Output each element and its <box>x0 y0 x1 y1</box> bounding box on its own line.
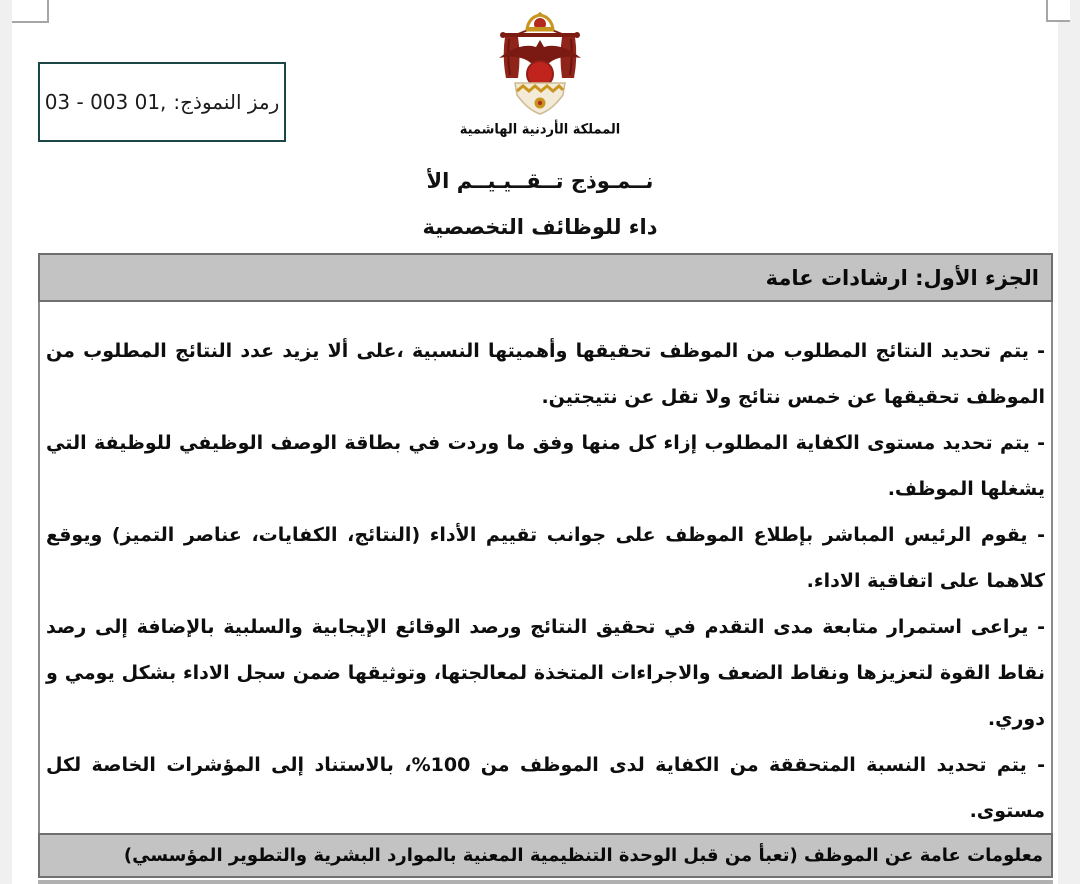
crown-icon <box>526 12 554 31</box>
section1-header-text: الجزء الأول: ارشادات عامة <box>765 265 1039 290</box>
jordan-coat-of-arms-icon <box>475 12 605 116</box>
form-code-value: 03 - 003 01, <box>44 90 167 114</box>
instruction-item: - يتم تحديد النتائج المطلوب من الموظف تحقيقها وأهميتها النسبية ،على ألا يزيد عدد النتائج المطلوب من الموظف تحقيقها عن خمس نتائج ولا تقل عن نتيجتين. <box>46 340 1045 408</box>
next-section-top-border <box>38 880 1053 884</box>
instruction-item: - يراعى استمرار متابعة مدى التقدم في تحقيق النتائج ورصد الوقائع الإيجابية والسلبية بالإضافة إلى رصد نقاط القوة لتعزيزها ونقاط الضعف والاجراءات المتخذة لمعالجتها، وتوثيقها ضمن سجل الاداء بشكل يومي و دوري. <box>46 616 1045 730</box>
section2-header-bar <box>38 833 1053 878</box>
drapery-left <box>504 37 520 78</box>
kingdom-name-calligraphy: المملكة الأردنية الهاشمية <box>459 121 621 138</box>
document-title <box>0 158 1080 250</box>
section1-header-bar <box>38 253 1053 302</box>
header-emblem <box>0 12 1080 137</box>
instruction-item: - يقوم الرئيس المباشر بإطلاع الموظف على جوانب تقييم الأداء (النتائج، الكفايات، عناصر التميز) ويوقع كلاهما على اتفاقية الاداء. <box>46 524 1045 592</box>
instruction-item: - يتم تحديد النسبة المتحققة من الكفاية لدى الموظف من 100%، بالاستناد إلى المؤشرات الخاصة لكل مستوى. <box>46 754 1046 822</box>
document-title-line1: نــمـوذج تــقــيـيــم الأ <box>426 169 654 193</box>
section1-body <box>38 302 1053 833</box>
drapery-right <box>561 37 577 78</box>
document-title-line2: داء للوظائف التخصصية <box>422 215 658 239</box>
section2-header-text: معلومات عامة عن الموظف (تعبأ من قبل الوحدة التنظيمية المعنية بالموارد البشرية والتطوير المؤسسي) <box>123 845 1043 866</box>
form-code-label: رمز النموذج: <box>173 90 280 114</box>
instruction-item: - يتم تحديد مستوى الكفاية المطلوب إزاء كل منها وفق ما وردت في بطاقة الوصف الوظيفي للوظيفة التي يشغلها الموظف. <box>46 432 1045 500</box>
